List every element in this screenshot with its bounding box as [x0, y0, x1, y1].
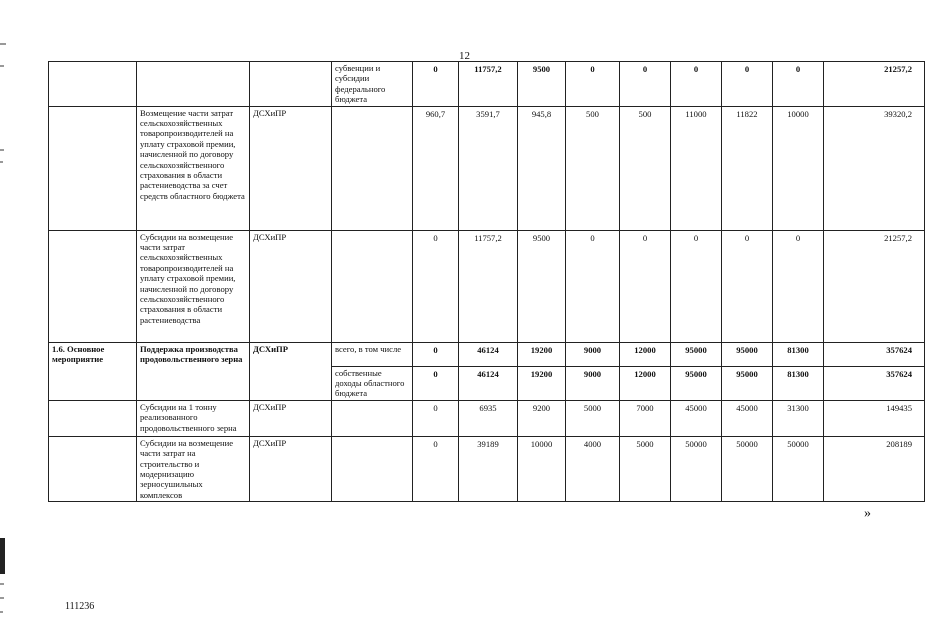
value-cell: 9200: [518, 400, 566, 436]
value-cell: 0: [773, 62, 824, 107]
description-cell: Возмещение части затрат сельскохозяйственных товаропроизводителей на уплату страховой премии, начисленной по договору сельскохозяйственного страхования в области растениеводства за счет средств областного бюджета: [137, 106, 250, 230]
total-cell: 21257,2: [824, 62, 925, 107]
value-cell: 95000: [671, 366, 722, 400]
total-cell: 208189: [824, 436, 925, 501]
value-cell: 945,8: [518, 106, 566, 230]
value-cell: 0: [566, 230, 620, 342]
source-cell: собственные доходы областного бюджета: [332, 366, 413, 400]
event-cell: [49, 436, 137, 501]
value-cell: 0: [413, 400, 459, 436]
value-cell: 45000: [722, 400, 773, 436]
value-cell: 11000: [671, 106, 722, 230]
table-row: [49, 342, 925, 366]
value-cell: 5000: [620, 436, 671, 501]
source-cell: всего, в том числе: [332, 342, 413, 366]
value-cell: 10000: [518, 436, 566, 501]
table-row: [49, 400, 925, 436]
event-cell: [49, 400, 137, 436]
value-cell: 12000: [620, 342, 671, 366]
value-cell: 19200: [518, 342, 566, 366]
executor-cell: ДСХиПР: [250, 230, 332, 342]
value-cell: 81300: [773, 342, 824, 366]
value-cell: 9000: [566, 342, 620, 366]
source-cell: [332, 436, 413, 501]
total-cell: 21257,2: [824, 230, 925, 342]
footer-code: 111236: [65, 601, 95, 612]
value-cell: 12000: [620, 366, 671, 400]
value-cell: 0: [413, 342, 459, 366]
value-cell: 95000: [722, 366, 773, 400]
value-cell: 0: [413, 62, 459, 107]
total-cell: 149435: [824, 400, 925, 436]
table-row: [49, 106, 925, 230]
description-cell: Субсидии на 1 тонну реализованного продовольственного зерна: [137, 400, 250, 436]
value-cell: 19200: [518, 366, 566, 400]
value-cell: 0: [413, 436, 459, 501]
executor-cell: ДСХиПР: [250, 106, 332, 230]
value-cell: 95000: [722, 342, 773, 366]
value-cell: 0: [566, 62, 620, 107]
value-cell: 7000: [620, 400, 671, 436]
value-cell: 0: [773, 230, 824, 342]
value-cell: 0: [722, 62, 773, 107]
source-cell: [332, 106, 413, 230]
value-cell: 50000: [722, 436, 773, 501]
closing-quote: »: [864, 506, 871, 521]
value-cell: 9500: [518, 230, 566, 342]
event-cell: 1.6. Основное мероприятие: [49, 342, 137, 400]
value-cell: 9000: [566, 366, 620, 400]
source-cell: субвенции и субсидии федерального бюджета: [332, 62, 413, 107]
source-cell: [332, 230, 413, 342]
value-cell: 0: [620, 62, 671, 107]
value-cell: 31300: [773, 400, 824, 436]
value-cell: 0: [722, 230, 773, 342]
total-cell: 39320,2: [824, 106, 925, 230]
description-cell: [137, 62, 250, 107]
value-cell: 50000: [671, 436, 722, 501]
value-cell: 500: [620, 106, 671, 230]
value-cell: 46124: [459, 342, 518, 366]
value-cell: 0: [620, 230, 671, 342]
description-cell: Субсидии на возмещение части затрат сельскохозяйственных товаропроизводителей на уплату страховой премии, начисленной по договору сельскохозяйственного страхования в области растениеводства: [137, 230, 250, 342]
event-cell: [49, 62, 137, 107]
value-cell: 81300: [773, 366, 824, 400]
table-row: [49, 436, 925, 501]
value-cell: 6935: [459, 400, 518, 436]
page-number: 12: [459, 50, 470, 62]
value-cell: 5000: [566, 400, 620, 436]
table-row: [49, 230, 925, 342]
executor-cell: [250, 62, 332, 107]
value-cell: 3591,7: [459, 106, 518, 230]
value-cell: 45000: [671, 400, 722, 436]
program-funding-table: [48, 61, 925, 502]
value-cell: 0: [413, 366, 459, 400]
description-cell: Субсидии на возмещение части затрат на строительство и модернизацию зерносушильных комплексов: [137, 436, 250, 501]
total-cell: 357624: [824, 342, 925, 366]
value-cell: 39189: [459, 436, 518, 501]
description-cell: Поддержка производства продовольственного зерна: [137, 342, 250, 400]
value-cell: 960,7: [413, 106, 459, 230]
source-cell: [332, 400, 413, 436]
value-cell: 9500: [518, 62, 566, 107]
table-row: [49, 62, 925, 107]
event-cell: [49, 106, 137, 230]
executor-cell: ДСХиПР: [250, 436, 332, 501]
value-cell: 46124: [459, 366, 518, 400]
value-cell: 95000: [671, 342, 722, 366]
value-cell: 10000: [773, 106, 824, 230]
value-cell: 4000: [566, 436, 620, 501]
value-cell: 0: [413, 230, 459, 342]
value-cell: 11822: [722, 106, 773, 230]
value-cell: 11757,2: [459, 230, 518, 342]
total-cell: 357624: [824, 366, 925, 400]
executor-cell: ДСХиПР: [250, 400, 332, 436]
event-cell: [49, 230, 137, 342]
value-cell: 0: [671, 230, 722, 342]
executor-cell: ДСХиПР: [250, 342, 332, 400]
value-cell: 0: [671, 62, 722, 107]
value-cell: 500: [566, 106, 620, 230]
value-cell: 50000: [773, 436, 824, 501]
value-cell: 11757,2: [459, 62, 518, 107]
